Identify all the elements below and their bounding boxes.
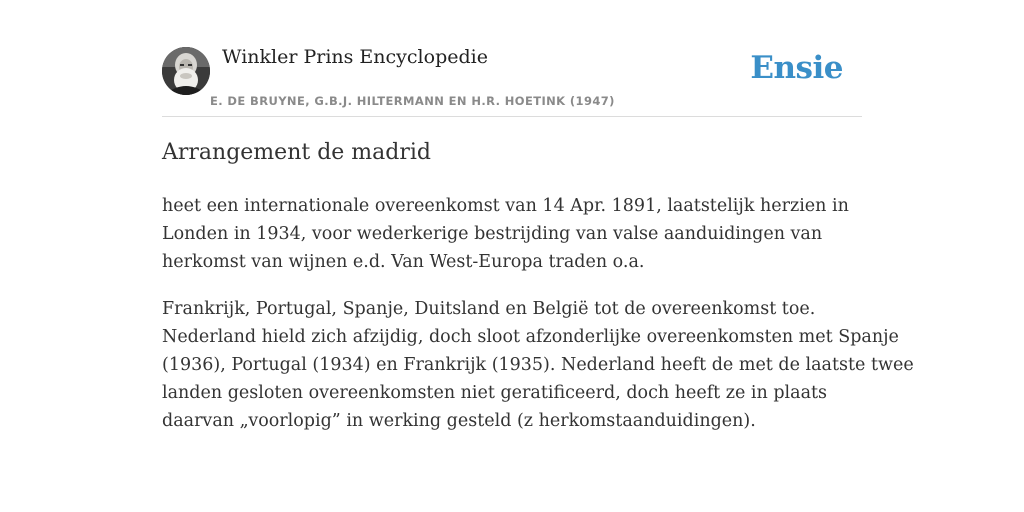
paragraph-line: landen gesloten overeenkomsten niet geratificeerd, doch heeft ze in plaats	[162, 383, 828, 403]
article-title: Arrangement de madrid	[162, 140, 431, 165]
paragraph-line: Frankrijk, Portugal, Spanje, Duitsland en België tot de overeenkomst toe.	[162, 299, 816, 319]
paragraph-line: daarvan „voorlopig” in werking gesteld (z herkomstaanduidingen).	[162, 411, 756, 431]
paragraph-2	[162, 295, 914, 435]
paragraph-line: herkomst van wijnen e.d. Van West-Europa traden o.a.	[162, 252, 645, 272]
paragraph-1	[162, 192, 862, 276]
header	[162, 44, 862, 117]
source-title-link[interactable]: Winkler Prins Encyclopedie	[222, 46, 488, 68]
page	[162, 0, 914, 512]
article-body	[162, 192, 914, 454]
authors-line: E. DE BRUYNE, G.B.J. HILTERMANN EN H.R. HOETINK (1947)	[210, 94, 615, 108]
ensie-logo[interactable]: Ensie	[750, 50, 843, 86]
avatar[interactable]	[162, 47, 210, 95]
paragraph-line: Nederland hield zich afzijdig, doch sloot afzonderlijke overeenkomsten met Spanje	[162, 327, 899, 347]
paragraph-line: heet een internationale overeenkomst van 14 Apr. 1891, laatstelijk herzien in	[162, 196, 849, 216]
portrait-photo-icon	[162, 47, 210, 95]
paragraph-line: Londen in 1934, voor wederkerige bestrijding van valse aanduidingen van	[162, 224, 823, 244]
paragraph-line: (1936), Portugal (1934) en Frankrijk (1935). Nederland heeft de met de laatste twee	[162, 355, 914, 375]
